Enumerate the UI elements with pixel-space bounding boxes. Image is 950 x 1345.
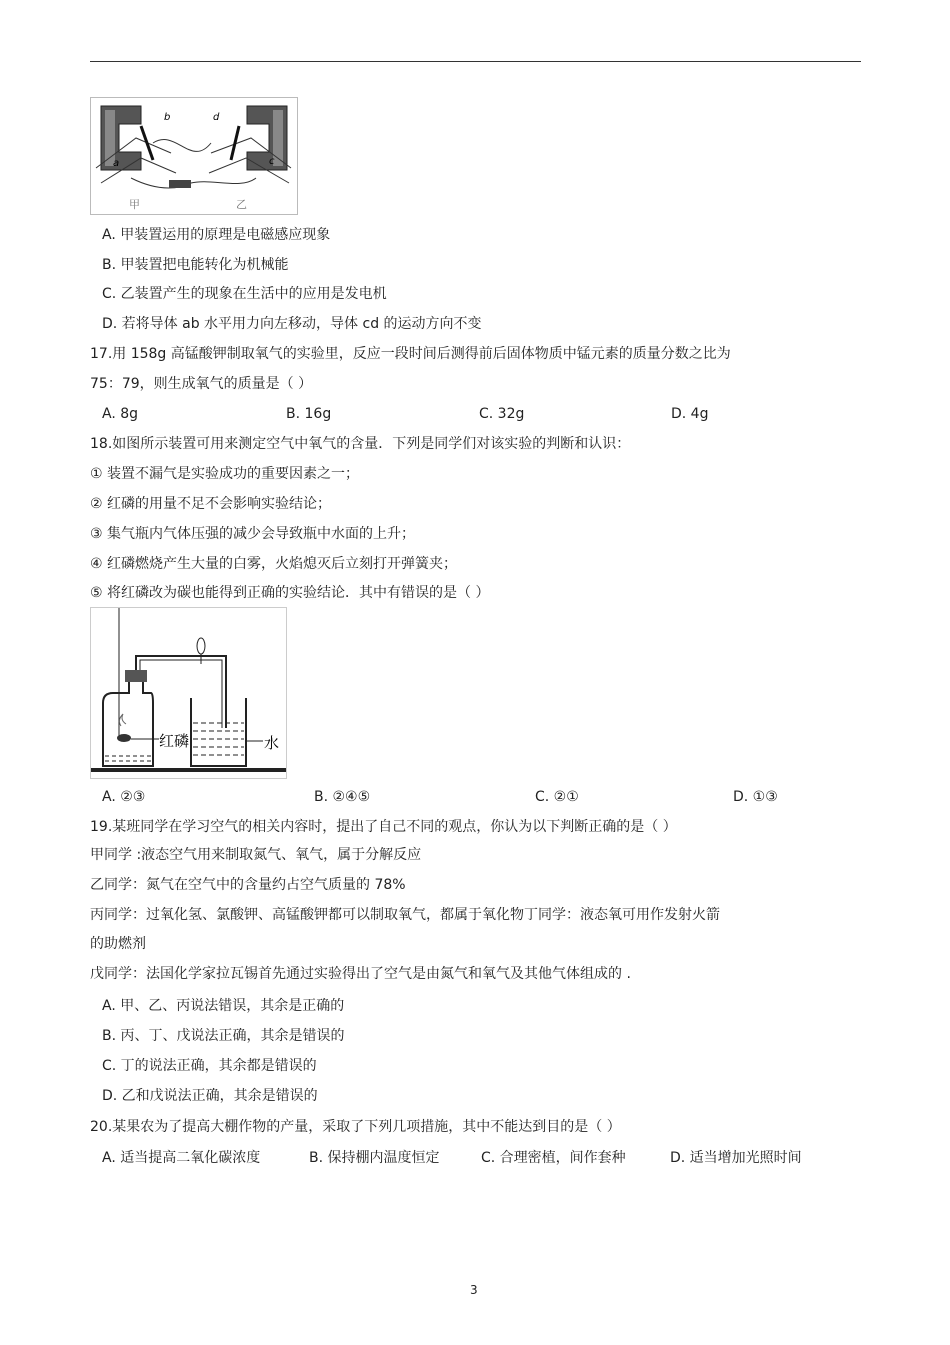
q19-stem: 19.某班同学在学习空气的相关内容时，提出了自己不同的观点，你认为以下判断正确的是（ ）	[90, 819, 677, 835]
q16-option-c: C. 乙装置产生的现象在生活中的应用是发电机	[102, 286, 387, 302]
q16-option-b: B. 甲装置把电能转化为机械能	[102, 257, 289, 273]
q19-view-ding-cont: 的助燃剂	[90, 936, 146, 952]
label-red-phosphorus: 红磷	[159, 732, 190, 750]
q16-option-a: A. 甲装置运用的原理是电磁感应现象	[102, 227, 331, 243]
q19-option-c: C. 丁的说法正确，其余都是错误的	[102, 1058, 317, 1074]
q18-option-a: A. ②③	[102, 789, 146, 805]
q20-option-c: C. 合理密植，间作套种	[481, 1150, 626, 1166]
q19-view-wu: 戊同学：法国化学家拉瓦锡首先通过实验得出了空气是由氮气和氧气及其他气体组成的 .	[90, 966, 631, 982]
q20-stem: 20.某果农为了提高大棚作物的产量，采取了下列几项措施，其中不能达到目的是（ ）	[90, 1119, 621, 1135]
q17-option-a: A. 8g	[102, 406, 139, 422]
q20-option-d: D. 适当增加光照时间	[670, 1150, 802, 1166]
label-b: b	[164, 112, 171, 123]
label-jia: 甲	[129, 198, 140, 211]
q19-option-d: D. 乙和戊说法正确，其余是错误的	[102, 1088, 318, 1104]
q17-option-b: B. 16g	[286, 406, 332, 422]
label-water: 水	[264, 734, 280, 752]
q19-view-yi: 乙同学：氮气在空气中的含量约占空气质量的 78%	[90, 877, 406, 893]
q19-view-bing-ding: 丙同学：过氧化氢、氯酸钾、高锰酸钾都可以制取氧气，都属于氧化物丁同学：液态氧可用作发射火箭	[90, 907, 720, 923]
q17-option-c: C. 32g	[479, 406, 525, 422]
q20-option-b: B. 保持棚内温度恒定	[309, 1150, 440, 1166]
q19-option-a: A. 甲、乙、丙说法错误，其余是正确的	[102, 998, 345, 1014]
q18-item-2: ② 红磷的用量不足不会影响实验结论；	[90, 496, 331, 512]
q20-option-a: A. 适当提高二氧化碳浓度	[102, 1150, 261, 1166]
label-c: c	[269, 156, 275, 167]
label-a: a	[113, 158, 120, 169]
q18-item-3: ③ 集气瓶内气体压强的减少会导致瓶中水面的上升；	[90, 526, 415, 542]
q18-item-5: ⑤ 将红磷改为碳也能得到正确的实验结论．其中有错误的是（ ）	[90, 585, 490, 601]
q18-item-1: ① 装置不漏气是实验成功的重要因素之一；	[90, 466, 359, 482]
q18-option-b: B. ②④⑤	[314, 789, 371, 805]
q16-option-d: D. 若将导体 ab 水平用力向左移动，导体 cd 的运动方向不变	[102, 316, 482, 332]
q16-figure-electromagnetic-devices	[90, 97, 298, 215]
q17-option-d: D. 4g	[671, 406, 709, 422]
q17-stem-line1: 17.用 158g 高锰酸钾制取氧气的实验里，反应一段时间后测得前后固体物质中锰元素的质量分数之比为	[90, 346, 731, 362]
page-number: 3	[470, 1283, 478, 1297]
label-yi: 乙	[236, 198, 247, 211]
q19-option-b: B. 丙、丁、戊说法正确，其余是错误的	[102, 1028, 345, 1044]
q19-view-jia: 甲同学 :液态空气用来制取氮气、氧气，属于分解反应	[90, 847, 422, 863]
q17-stem-line2: 75：79，则生成氧气的质量是（ ）	[90, 376, 313, 392]
q18-stem: 18.如图所示装置可用来测定空气中氧气的含量．下列是同学们对该实验的判断和认识：	[90, 436, 631, 452]
q18-option-c: C. ②①	[535, 789, 579, 805]
q18-figure-apparatus	[90, 607, 287, 779]
label-d: d	[213, 112, 220, 123]
q18-item-4: ④ 红磷燃烧产生大量的白雾，火焰熄灭后立刻打开弹簧夹；	[90, 556, 457, 572]
q18-option-d: D. ①③	[733, 789, 778, 805]
header-rule	[90, 61, 861, 62]
